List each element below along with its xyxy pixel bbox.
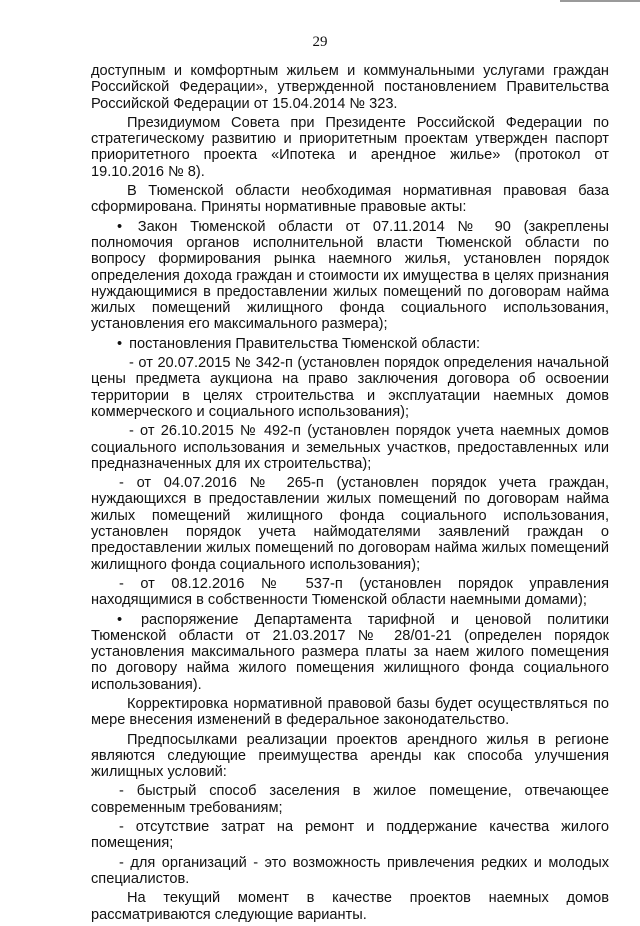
bullet-department-order: [91, 612, 609, 693]
bullet-icon: •: [117, 611, 123, 628]
paragraph-variants: На текущий момент в качестве проектов наемных домов рассматриваются следующие варианты.: [91, 890, 609, 923]
paragraph-3: В Тюменской области необходимая нормативная правовая база сформирована. Приняты нормативные правовые акты:: [91, 183, 609, 216]
decree-265: - от 04.07.2016 № 265-п (установлен порядок учета граждан, нуждающихся в предоставлении жилых помещений по договорам найма жилых помещений жилищного фонда социального использования, установлен порядок учета наймодателями заявлений граждан о предоставлении жилых помещений по договорам найма жилых помещений жилищного фонда социального использования);: [91, 475, 609, 573]
paragraph-correction: Корректировка нормативной правовой базы будет осуществляться по мере внесения изменений в федеральное законодательство.: [91, 695, 609, 729]
top-edge-line: [560, 0, 640, 2]
bullet-text: Закон Тюменской области от 07.11.2014 № 90 (закреплены полномочия органов исполнительной власти Тюменской области по вопросу формирования рынка наемного жилья, установлен порядок определения дохода граждан и стоимости их имущества в целях признания нуждающимися в предоставлении жилых помещений по договорам найма жилых помещений жилищного фонда социального использования, установления его максимального размера);: [91, 218, 609, 333]
decree-342: - от 20.07.2015 № 342-п (установлен порядок определения начальной цены предмета аукциона на право заключения договора об освоении территории в целях строительства и эксплуатации наемных домов коммерческого и социального использования);: [91, 355, 609, 420]
advantage-2: - отсутствие затрат на ремонт и поддержание качества жилого помещения;: [91, 819, 609, 852]
bullet-icon: •: [117, 335, 123, 352]
advantage-3: - для организаций - это возможность привлечения редких и молодых специалистов.: [91, 854, 609, 887]
bullet-icon: •: [117, 218, 123, 235]
page-number: 29: [312, 34, 328, 50]
paragraph-2: Президиумом Совета при Президенте Российской Федерации по стратегическому развитию и приоритетным проектам утвержден паспорт приоритетного проекта «Ипотека и арендное жилье» (протокол от 19.10.2016 № 8).: [91, 114, 609, 180]
bullet-government-decrees: [91, 336, 609, 352]
page-body: [91, 63, 609, 926]
bullet-text: постановления Правительства Тюменской области:: [129, 335, 481, 352]
decree-537: - от 08.12.2016 № 537-п (установлен порядок управления находящимися в собственности Тюменской области наемными домами);: [91, 575, 609, 609]
paragraph-preconditions: Предпосылками реализации проектов арендного жилья в регионе являются следующие преимущества аренды как способа улучшения жилищных условий:: [91, 731, 609, 781]
bullet-law-90: [91, 219, 609, 333]
paragraph-1: доступным и комфортным жильем и коммунальными услугами граждан Российской Федерации», утвержденной постановлением Правительства Российской Федерации от 15.04.2014 № 323.: [91, 63, 609, 112]
bullet-text: распоряжение Департамента тарифной и ценовой политики Тюменской области от 21.03.2017 № 28/01-21 (определен порядок установления максимального размера платы за наем жилого помещения по договору найма жилого помещения жилищного фонда социального использования).: [91, 611, 609, 693]
decree-492: - от 26.10.2015 № 492-п (установлен порядок учета наемных домов социального использования и земельных участков, предоставленных или предназначенных для их строительства);: [91, 423, 609, 472]
advantage-1: - быстрый способ заселения в жилое помещение, отвечающее современным требованиям;: [91, 783, 609, 816]
